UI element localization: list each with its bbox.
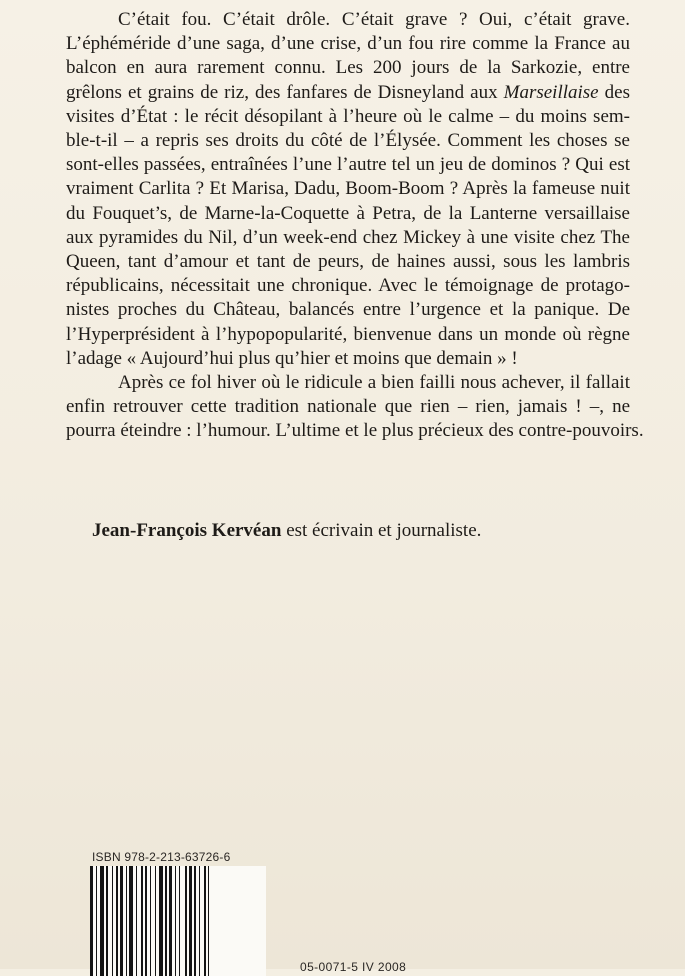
barcode-bar xyxy=(116,866,118,976)
barcode-bar xyxy=(204,866,206,976)
author-name: Jean-François Kervéan xyxy=(92,520,282,541)
barcode-bar xyxy=(165,866,167,976)
blurb-line: Après ce fol hiver où le ridicule a bien failli nous achever, il fallait xyxy=(118,372,630,394)
blurb-line: ble-t-il – a repris ses droits du côté de l’Élysée. Comment les choses se xyxy=(66,130,630,152)
blurb-line: aux pyramides du Nil, d’un week-end chez Mickey à une visite chez The xyxy=(66,226,630,248)
barcode-bar xyxy=(90,866,93,976)
blurb-line: C’était fou. C’était drôle. C’était grave ? Oui, c’était grave. xyxy=(118,9,630,30)
barcode-bar xyxy=(136,866,137,976)
barcode xyxy=(90,866,266,976)
barcode-bar xyxy=(179,866,180,976)
blurb-line: du Fouquet’s, de Marne-la-Coquette à Petra, de la Lanterne versaillaise xyxy=(66,202,630,224)
blurb-line-with-italic xyxy=(66,81,630,105)
barcode-bar xyxy=(208,866,209,976)
barcode-bar xyxy=(169,866,172,976)
blurb-line: l’Hyperprésident à l’hypopopularité, bienvenue dans un monde où règne xyxy=(66,323,630,345)
blurb-paragraph-2 xyxy=(66,371,644,444)
barcode-bar xyxy=(155,866,156,976)
barcode-bar xyxy=(199,866,200,976)
barcode-bar xyxy=(189,866,192,976)
barcode-bar xyxy=(159,866,163,976)
barcode-bar xyxy=(175,866,176,976)
barcode-bar xyxy=(120,866,123,976)
blurb-line: sont-elles passées, entraînées l’une l’autre tel un jeu de dominos ? Qui est xyxy=(66,154,630,176)
author-description: est écrivain et journaliste. xyxy=(281,520,482,541)
blurb-paragraph-1 xyxy=(66,8,630,371)
blurb-line-start: grêlons et grains de riz, des fanfares de Disneyland aux xyxy=(66,81,504,103)
barcode-bar xyxy=(126,866,127,976)
blurb-line: l’adage « Aujourd’hui plus qu’hier et moins que demain » ! xyxy=(66,347,518,369)
blurb-line: nistes proches du Château, balancés entre l’urgence et la panique. De xyxy=(66,299,630,321)
barcode-bar xyxy=(100,866,104,976)
author-bio xyxy=(92,520,481,542)
barcode-bar xyxy=(145,866,147,976)
blurb-line: républicains, nécessitait une chronique. Avec le témoignage de protago- xyxy=(66,275,630,297)
barcode-bar xyxy=(112,866,113,976)
barcode-bar xyxy=(129,866,133,976)
barcode-bar xyxy=(106,866,108,976)
catalog-code: 05-0071-5 IV 2008 xyxy=(300,960,407,974)
barcode-bar xyxy=(141,866,143,976)
barcode-bar xyxy=(185,866,187,976)
blurb-line: L’éphéméride d’une saga, d’une crise, d’un fou rire comme la France au xyxy=(66,33,630,55)
barcode-bar xyxy=(150,866,151,976)
blurb-line: pourra éteindre : l’humour. L’ultime et le plus précieux des contre-pouvoirs. xyxy=(66,420,644,442)
blurb-line: Queen, tant d’amour et tant de peurs, de haines aussi, sous les lambris xyxy=(66,251,630,273)
blurb-line: visites d’État : le récit désopilant à l’heure où le calme – du moins sem- xyxy=(66,105,630,127)
italic-title: Marseillaise xyxy=(503,81,599,103)
isbn-label: ISBN 978-2-213-63726-6 xyxy=(92,850,231,864)
blurb-line-end: des xyxy=(598,81,630,103)
blurb-line: vraiment Carlita ? Et Marisa, Dadu, Boom-Boom ? Après la fameuse nuit xyxy=(66,178,630,200)
blurb-line: enfin retrouver cette tradition nationale que rien – rien, jamais ! –, ne xyxy=(66,396,630,418)
blurb-line: balcon en aura rarement connu. Les 200 jours de la Sarkozie, entre xyxy=(66,57,630,79)
blurb-text xyxy=(66,8,644,444)
barcode-bar xyxy=(96,866,97,976)
barcode-bar xyxy=(194,866,196,976)
